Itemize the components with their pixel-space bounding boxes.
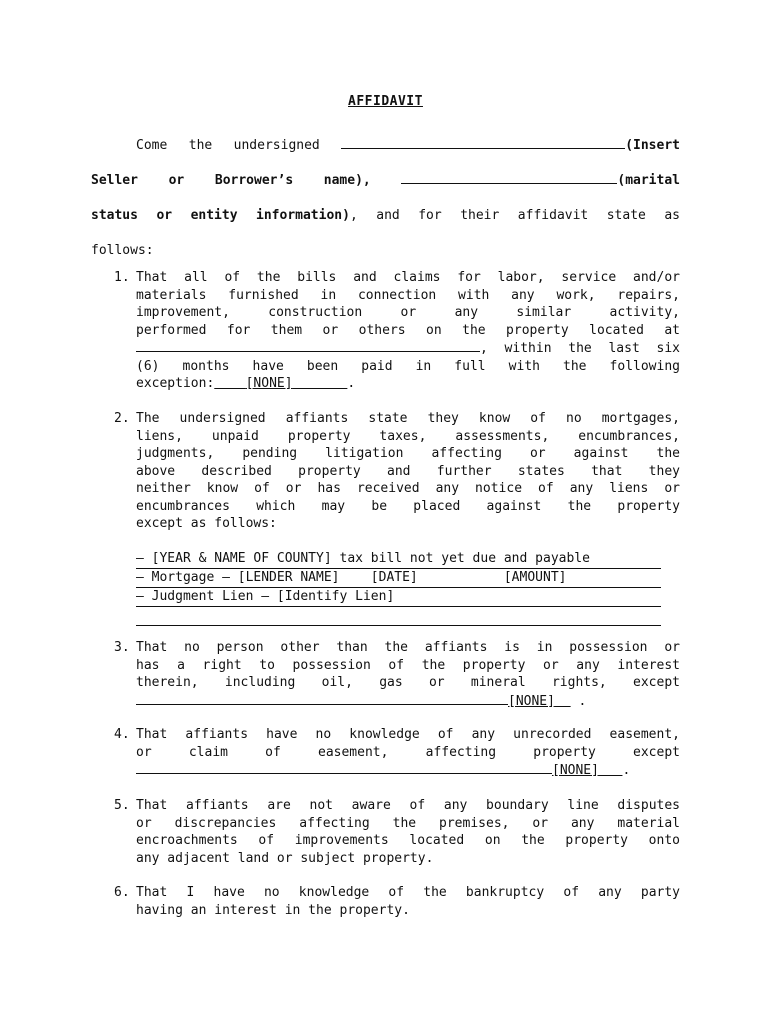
document-title: AFFIDAVIT [348, 94, 423, 109]
insert-label: (Insert [625, 138, 680, 153]
exception-label: exception: [136, 376, 215, 391]
intro-text: Come the undersigned [136, 138, 342, 153]
clause-3 [114, 639, 680, 710]
clause-number: 5. [114, 798, 130, 813]
none-value: [NONE] [552, 763, 599, 778]
clause-line: except as follows: [136, 516, 277, 531]
clause-number: 4. [114, 727, 130, 742]
none-value: [NONE] [245, 376, 293, 391]
clause-number: 3. [114, 640, 130, 655]
marital-label: (marital [617, 173, 680, 188]
exception-value[interactable] [214, 376, 347, 391]
clause-line: materials furnished in connection with any work, repairs, [136, 287, 680, 303]
follows-text: follows: [91, 243, 154, 258]
easement-blank[interactable] [136, 761, 552, 774]
exceptions-list [136, 550, 661, 626]
clause-6 [114, 884, 680, 919]
none-value: [NONE] [508, 693, 555, 709]
clause-5 [114, 797, 680, 867]
clause-line: That all of the bills and claims for labor, service and/or [136, 270, 680, 285]
possession-blank[interactable] [136, 692, 508, 705]
clause-line: The undersigned affiants state they know of no mortgages, [136, 411, 680, 426]
clause-line: or claim of easement, affecting property except [136, 744, 680, 760]
clause-line: judgments, pending litigation affecting or against the [136, 446, 680, 461]
clause-line: liens, unpaid property taxes, assessments, encumbrances, [136, 428, 680, 444]
clause-line: encroachments of improvements located on the property onto [136, 833, 680, 848]
clause-line: [NONE] . [136, 761, 680, 780]
exception-row[interactable]: – [YEAR & NAME OF COUNTY] tax bill not yet due and payable [136, 550, 661, 569]
intro-paragraph [91, 128, 680, 268]
status-label: status or entity information) [91, 208, 350, 223]
clause-line: That I have no knowledge of the bankruptcy of any party [136, 885, 680, 900]
name-blank[interactable] [341, 136, 625, 149]
clause-line: That affiants have no knowledge of any unrecorded easement, [136, 727, 680, 742]
clause-number: 6. [114, 885, 130, 900]
exception-row[interactable] [136, 607, 661, 626]
clause-number: 1. [114, 270, 130, 285]
clause-line: any adjacent land or subject property. [136, 850, 434, 866]
clause-line: above described property and further states that they [136, 463, 680, 479]
clause-line [136, 339, 680, 358]
intro-text-2: , and for their affidavit state as [349, 208, 680, 223]
clause-line: having an interest in the property. [136, 902, 410, 918]
clause-text: , within the last six [480, 341, 680, 356]
clause-line: performed for them or others on the property located at [136, 322, 680, 338]
clause-2 [114, 410, 680, 533]
clause-line: neither know of or has received any notice of any liens or [136, 481, 680, 496]
clause-line: [NONE] . [136, 692, 680, 711]
intro-line-4 [91, 233, 680, 268]
clause-line: (6) months have been paid in full with the following [136, 358, 680, 374]
clause-line: improvement, construction or any similar activity, [136, 305, 680, 320]
exception-row[interactable]: – Judgment Lien – [Identify Lien] [136, 588, 661, 607]
marital-blank[interactable] [401, 171, 617, 184]
intro-line-1 [91, 128, 680, 163]
clause-1 [114, 269, 680, 393]
clause-4 [114, 726, 680, 780]
property-location-blank[interactable] [136, 339, 480, 352]
clause-line: has a right to possession of the property or any interest [136, 657, 680, 673]
seller-label: Seller or Borrower’s name), [91, 173, 371, 188]
clause-line: encumbrances which may be placed against the property [136, 498, 680, 514]
intro-line-3 [91, 198, 680, 233]
exception-row[interactable]: – Mortgage – [LENDER NAME] [DATE] [AMOUNT] [136, 569, 661, 588]
clause-line: or discrepancies affecting the premises, or any material [136, 815, 680, 831]
clause-line: That affiants are not aware of any boundary line disputes [136, 798, 680, 813]
clause-number: 2. [114, 411, 130, 426]
clause-line: therein, including oil, gas or mineral rights, except [136, 675, 680, 690]
intro-line-2 [91, 163, 680, 198]
clause-line: exception: [NONE] . [136, 376, 356, 391]
clause-line: That no person other than the affiants is in possession or [136, 640, 680, 655]
